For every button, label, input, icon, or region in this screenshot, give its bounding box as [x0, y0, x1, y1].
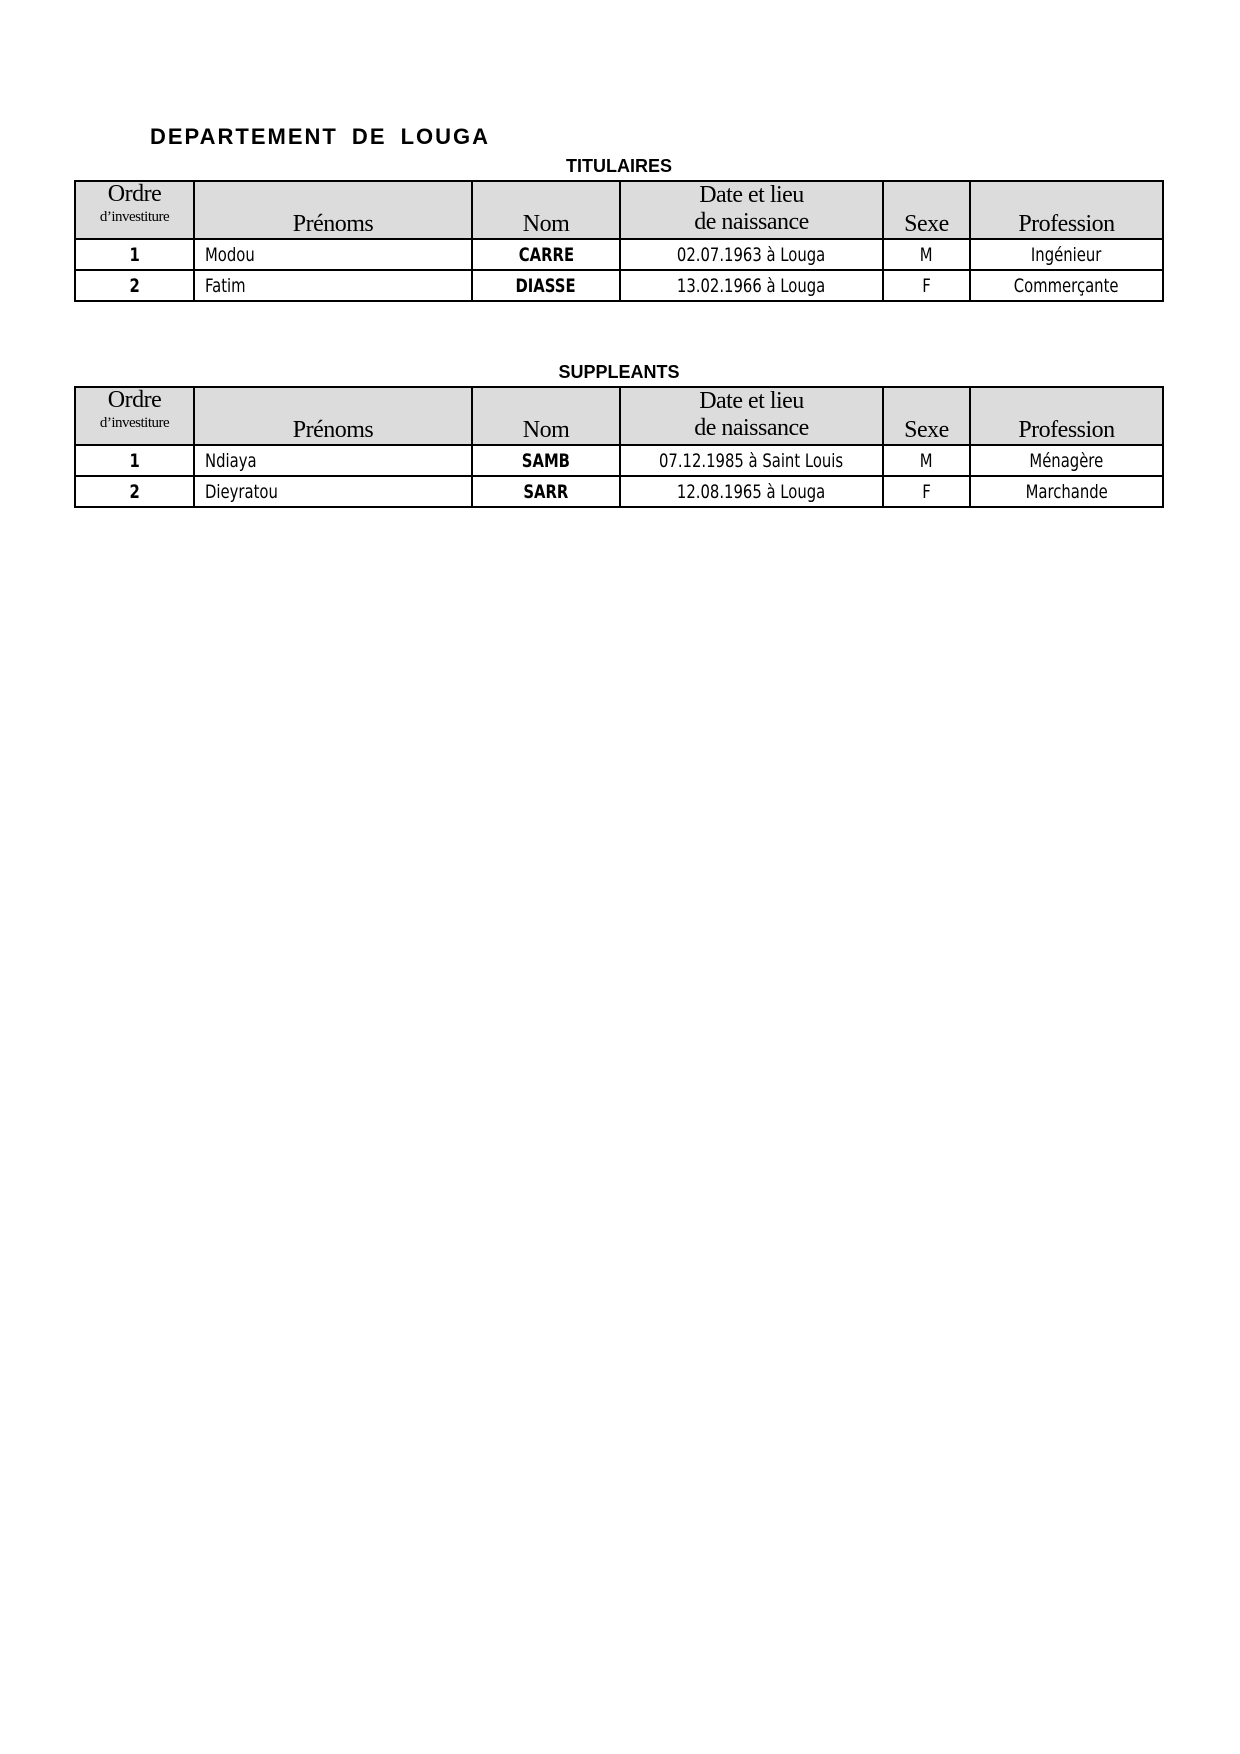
cell-profession: Marchande	[970, 476, 1163, 507]
column-header-profession: Profession	[970, 387, 1163, 445]
column-header-sexe: Sexe	[883, 387, 970, 445]
table-row	[75, 476, 1163, 507]
cell-sexe: M	[883, 445, 970, 476]
cell-sexe: F	[883, 476, 970, 507]
column-header-prenoms: Prénoms	[194, 181, 472, 239]
cell-ordre: 1	[75, 239, 194, 270]
cell-profession: Commerçante	[970, 270, 1163, 301]
cell-prenoms: Ndiaya	[194, 445, 472, 476]
column-header-ordre	[75, 181, 194, 239]
cell-nom: CARRE	[472, 239, 620, 270]
column-header-nom: Nom	[472, 387, 620, 445]
cell-nom: SARR	[472, 476, 620, 507]
table-header-row	[75, 387, 1163, 445]
cell-date-lieu: 07.12.1985 à Saint Louis	[620, 445, 883, 476]
cell-profession: Ingénieur	[970, 239, 1163, 270]
table-header-row	[75, 181, 1163, 239]
cell-ordre: 2	[75, 270, 194, 301]
column-header-ordre	[75, 387, 194, 445]
table-row	[75, 445, 1163, 476]
suppleants-table	[74, 386, 1164, 508]
cell-sexe: F	[883, 270, 970, 301]
titulaires-title: TITULAIRES	[566, 156, 672, 176]
column-header-ordre-main: Ordre	[107, 387, 162, 413]
suppleants-title: SUPPLEANTS	[558, 362, 680, 382]
column-header-profession: Profession	[970, 181, 1163, 239]
titulaires-table	[74, 180, 1164, 302]
table-row	[75, 270, 1163, 301]
column-header-ordre-sub: d’investiture	[99, 415, 170, 431]
department-title: DEPARTEMENT DE LOUGA	[150, 124, 491, 149]
column-header-nom: Nom	[472, 181, 620, 239]
cell-prenoms: Modou	[194, 239, 472, 270]
cell-prenoms: Dieyratou	[194, 476, 472, 507]
column-header-date-line2: de naissance	[694, 415, 809, 441]
cell-ordre: 1	[75, 445, 194, 476]
column-header-date-lieu	[620, 181, 883, 239]
column-header-ordre-main: Ordre	[107, 181, 162, 207]
cell-sexe: M	[883, 239, 970, 270]
cell-ordre: 2	[75, 476, 194, 507]
column-header-date-line2: de naissance	[694, 209, 809, 235]
cell-date-lieu: 12.08.1965 à Louga	[620, 476, 883, 507]
cell-date-lieu: 13.02.1966 à Louga	[620, 270, 883, 301]
cell-profession: Ménagère	[970, 445, 1163, 476]
column-header-prenoms: Prénoms	[194, 387, 472, 445]
column-header-date-line1: Date et lieu	[699, 388, 804, 414]
table-row	[75, 239, 1163, 270]
cell-nom: SAMB	[472, 445, 620, 476]
cell-date-lieu: 02.07.1963 à Louga	[620, 239, 883, 270]
column-header-date-line1: Date et lieu	[699, 182, 804, 208]
column-header-date-lieu	[620, 387, 883, 445]
column-header-sexe: Sexe	[883, 181, 970, 239]
column-header-ordre-sub: d’investiture	[99, 209, 170, 225]
cell-prenoms: Fatim	[194, 270, 472, 301]
cell-nom: DIASSE	[472, 270, 620, 301]
